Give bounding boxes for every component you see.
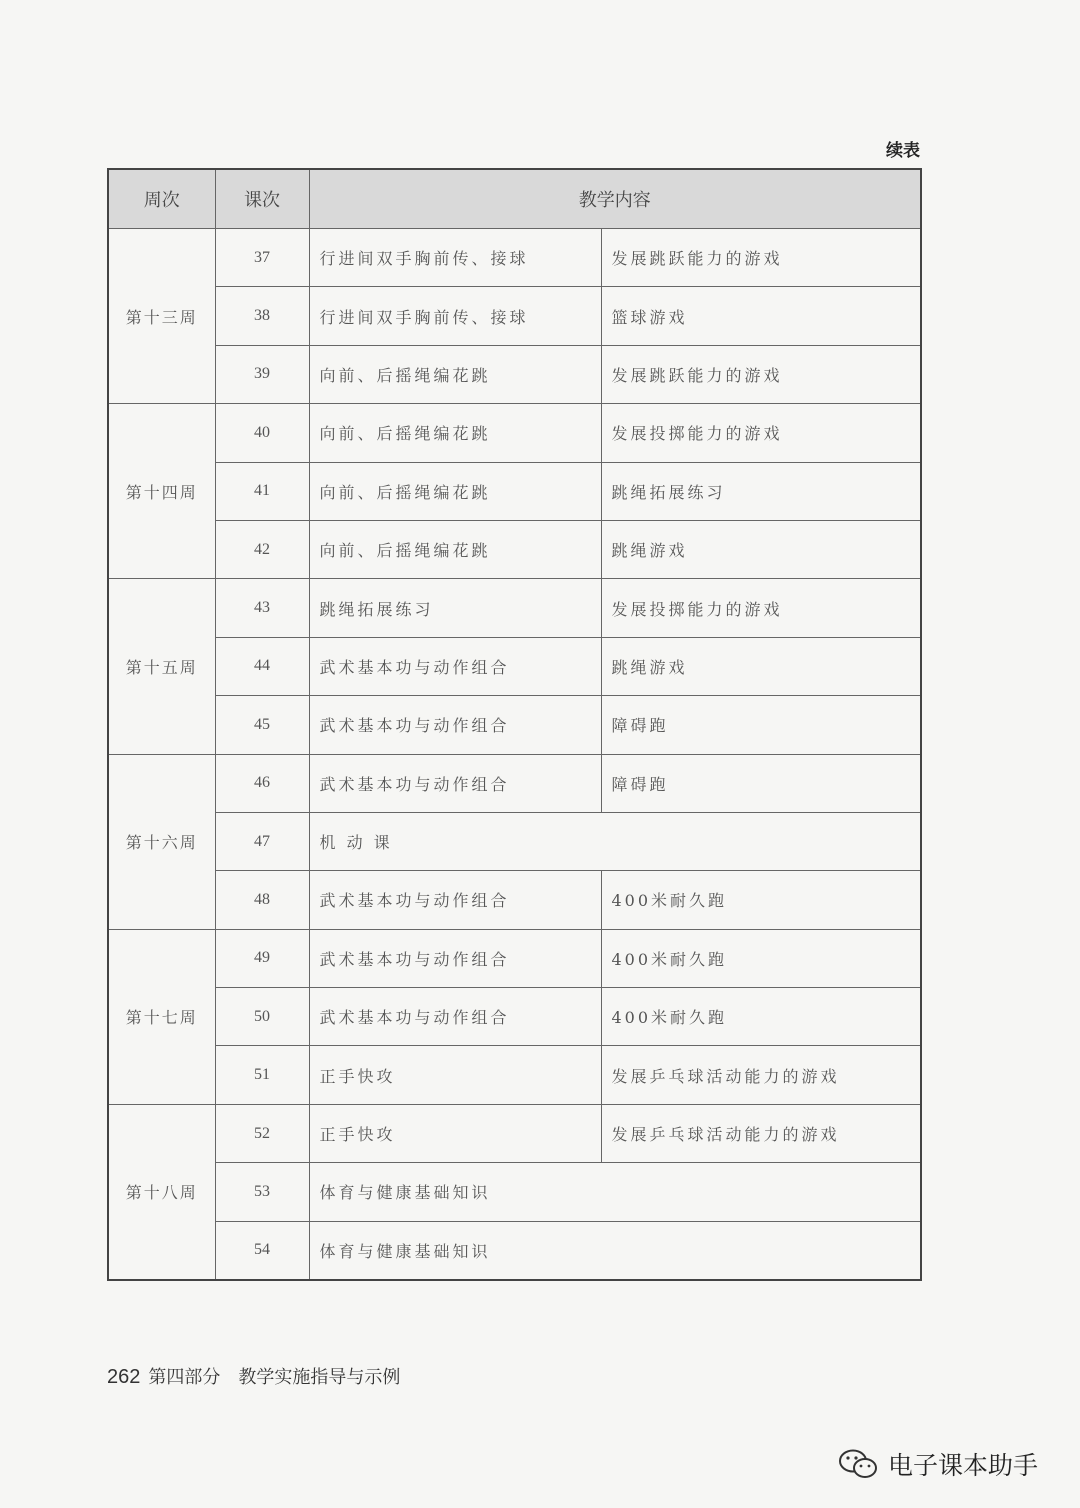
week-cell: 第十五周 — [108, 579, 215, 754]
content-cell-primary: 正手快攻 — [309, 1104, 601, 1162]
lesson-number-cell: 40 — [215, 404, 309, 462]
lesson-number-cell: 41 — [215, 462, 309, 520]
table-row — [108, 1104, 921, 1162]
content-cell-primary: 武术基本功与动作组合 — [309, 696, 601, 754]
week-cell: 第十四周 — [108, 404, 215, 579]
wechat-icon — [838, 1448, 878, 1480]
lesson-number-cell: 45 — [215, 696, 309, 754]
content-cell-primary: 行进间双手胸前传、接球 — [309, 229, 601, 287]
content-cell-primary: 正手快攻 — [309, 1046, 601, 1104]
week-cell: 第十八周 — [108, 1104, 215, 1280]
page-number: 262 — [107, 1366, 141, 1388]
lesson-number-cell: 53 — [215, 1163, 309, 1221]
table-row — [108, 988, 921, 1046]
content-cell-primary: 武术基本功与动作组合 — [309, 754, 601, 812]
content-cell-secondary: 发展投掷能力的游戏 — [601, 404, 921, 462]
header-week: 周次 — [108, 169, 215, 229]
wechat-watermark — [838, 1446, 1038, 1482]
continued-label: 续表 — [886, 141, 920, 161]
lesson-number-cell: 38 — [215, 287, 309, 345]
content-cell-primary: 向前、后摇绳编花跳 — [309, 345, 601, 403]
content-cell-secondary: 跳绳拓展练习 — [601, 462, 921, 520]
lesson-number-cell: 44 — [215, 637, 309, 695]
footer-title: 教学实施指导与示例 — [238, 1367, 401, 1388]
lesson-number-cell: 51 — [215, 1046, 309, 1104]
header-lesson: 课次 — [215, 169, 309, 229]
table-body — [108, 229, 921, 1281]
content-cell-primary: 行进间双手胸前传、接球 — [309, 287, 601, 345]
content-cell-secondary: 400米耐久跑 — [601, 929, 921, 987]
lesson-number-cell: 50 — [215, 988, 309, 1046]
table-row — [108, 696, 921, 754]
page-footer — [107, 1363, 400, 1389]
content-cell-secondary: 400米耐久跑 — [601, 871, 921, 929]
footer-part: 第四部分 — [148, 1367, 221, 1388]
watermark-text: 电子课本助手 — [888, 1451, 1039, 1480]
lesson-number-cell: 54 — [215, 1221, 309, 1280]
table-row — [108, 754, 921, 812]
header-content: 教学内容 — [309, 169, 921, 229]
content-cell-primary: 武术基本功与动作组合 — [309, 929, 601, 987]
table-row — [108, 1221, 921, 1280]
content-cell-secondary: 发展乒乓球活动能力的游戏 — [601, 1046, 921, 1104]
content-cell-primary: 体育与健康基础知识 — [309, 1221, 921, 1280]
table-header-row — [108, 169, 921, 229]
lesson-number-cell: 47 — [215, 812, 309, 870]
lesson-number-cell: 37 — [215, 229, 309, 287]
table-row — [108, 404, 921, 462]
schedule-table — [107, 168, 922, 1281]
lesson-number-cell: 39 — [215, 345, 309, 403]
content-cell-primary: 武术基本功与动作组合 — [309, 637, 601, 695]
table-row — [108, 287, 921, 345]
table-row — [108, 871, 921, 929]
table-row — [108, 812, 921, 870]
lesson-number-cell: 42 — [215, 520, 309, 578]
content-cell-primary: 武术基本功与动作组合 — [309, 871, 601, 929]
content-cell-secondary: 发展乒乓球活动能力的游戏 — [601, 1104, 921, 1162]
table-row — [108, 462, 921, 520]
table-row — [108, 579, 921, 637]
lesson-number-cell: 46 — [215, 754, 309, 812]
lesson-number-cell: 43 — [215, 579, 309, 637]
content-cell-secondary: 跳绳游戏 — [601, 520, 921, 578]
table-row — [108, 929, 921, 987]
week-cell: 第十三周 — [108, 229, 215, 404]
lesson-number-cell: 52 — [215, 1104, 309, 1162]
table-row — [108, 637, 921, 695]
table-row — [108, 1046, 921, 1104]
content-cell-secondary: 发展跳跃能力的游戏 — [601, 229, 921, 287]
content-cell-secondary: 跳绳游戏 — [601, 637, 921, 695]
content-cell-secondary: 发展投掷能力的游戏 — [601, 579, 921, 637]
table-row — [108, 345, 921, 403]
content-cell-secondary: 400米耐久跑 — [601, 988, 921, 1046]
lesson-number-cell: 48 — [215, 871, 309, 929]
table-row — [108, 229, 921, 287]
week-cell: 第十六周 — [108, 754, 215, 929]
content-cell-primary: 机 动 课 — [309, 812, 921, 870]
content-cell-primary: 向前、后摇绳编花跳 — [309, 520, 601, 578]
content-cell-primary: 武术基本功与动作组合 — [309, 988, 601, 1046]
content-cell-secondary: 发展跳跃能力的游戏 — [601, 345, 921, 403]
content-cell-primary: 向前、后摇绳编花跳 — [309, 462, 601, 520]
week-cell: 第十七周 — [108, 929, 215, 1104]
table-row — [108, 520, 921, 578]
content-cell-secondary: 篮球游戏 — [601, 287, 921, 345]
content-cell-secondary: 障碍跑 — [601, 754, 921, 812]
table-row — [108, 1163, 921, 1221]
lesson-number-cell: 49 — [215, 929, 309, 987]
content-cell-primary: 跳绳拓展练习 — [309, 579, 601, 637]
content-cell-primary: 向前、后摇绳编花跳 — [309, 404, 601, 462]
content-cell-secondary: 障碍跑 — [601, 696, 921, 754]
content-cell-primary: 体育与健康基础知识 — [309, 1163, 921, 1221]
